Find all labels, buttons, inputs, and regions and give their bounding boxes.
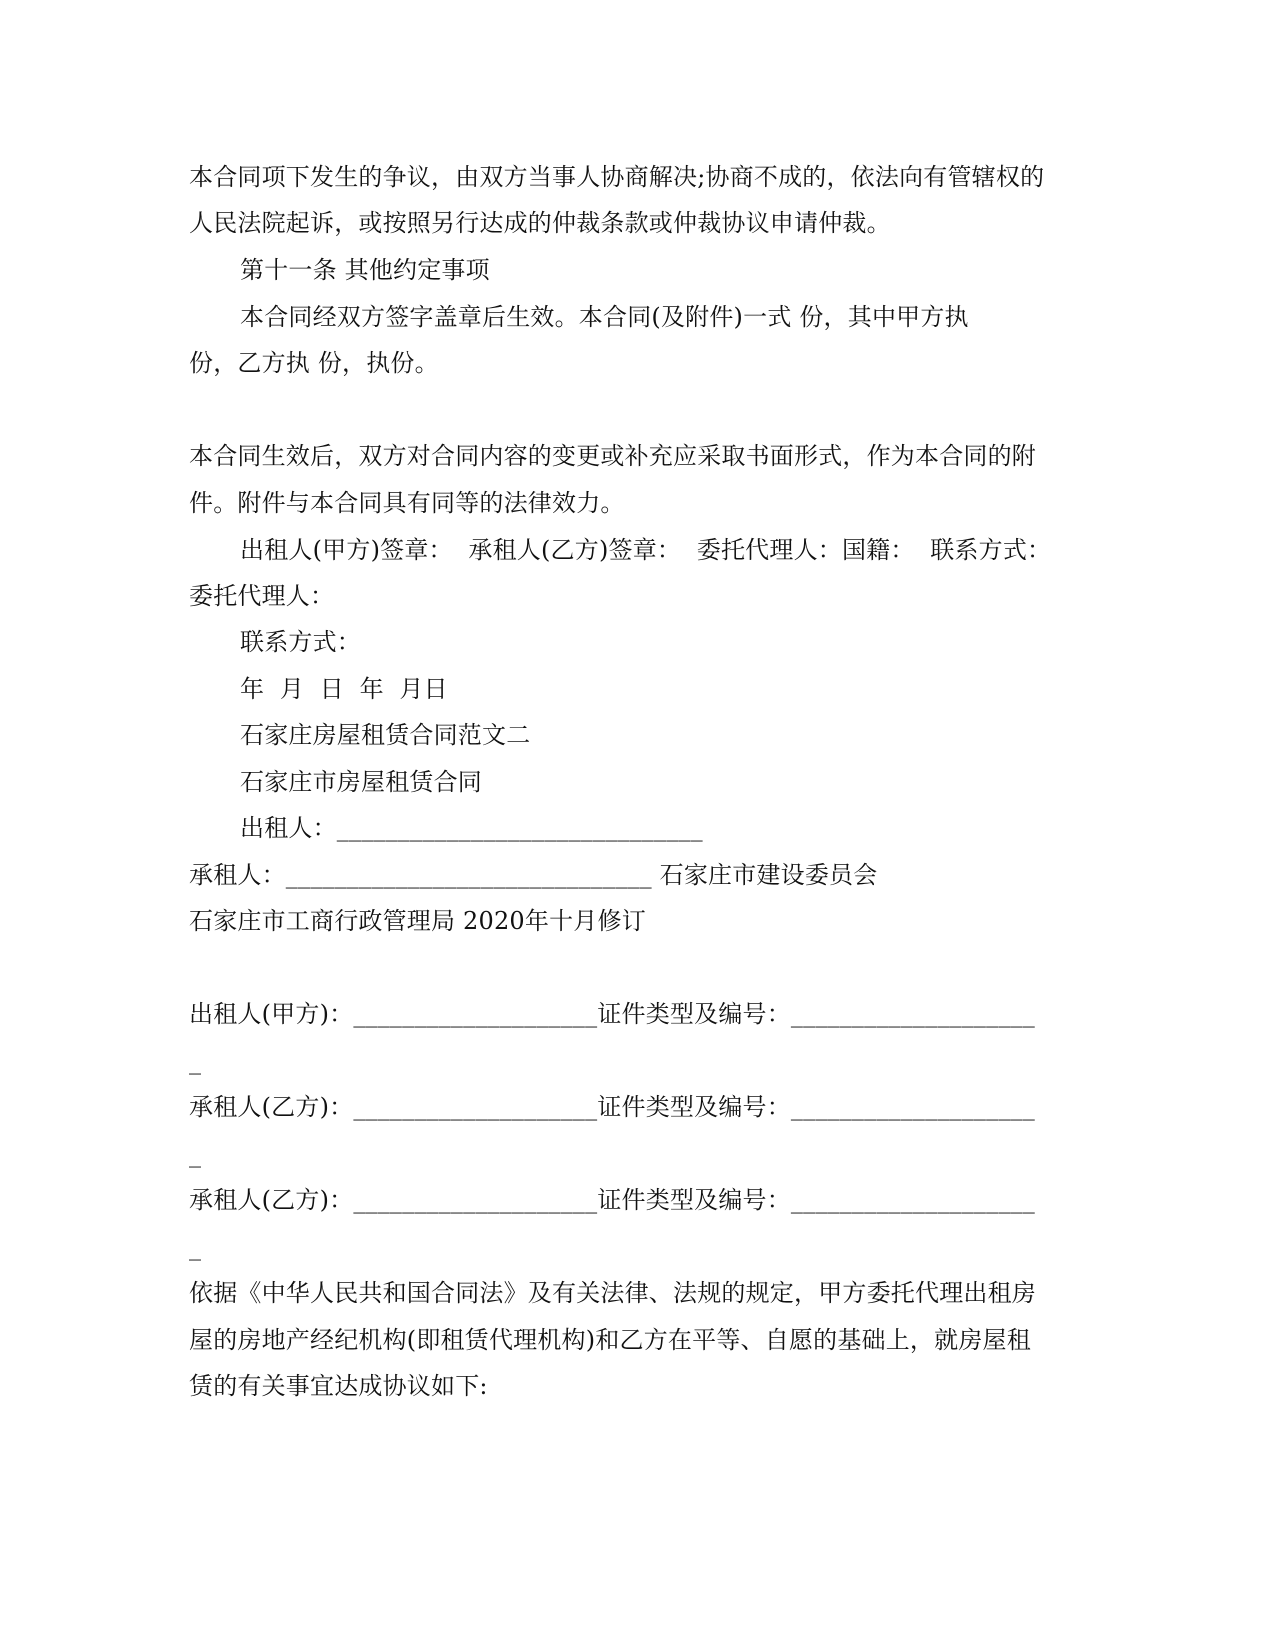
text-line: 人民法院起诉，或按照另行达成的仲裁条款或仲裁协议申请仲裁。 <box>189 209 891 237</box>
section-heading: 第十一条 其他约定事项 <box>240 256 490 284</box>
text-line: 联系方式： <box>240 628 361 656</box>
text-line: 本合同项下发生的争议，由双方当事人协商解决;协商不成的，依法向有管辖权的 <box>189 163 1045 191</box>
underline-continuation: _ <box>189 1140 202 1168</box>
party-b-field: 承租人(乙方)：____________________证件类型及编号：____________________ <box>189 1093 1035 1121</box>
text-line: 本合同经双方签字盖章后生效。本合同(及附件)一式 份，其中甲方执 <box>240 303 969 331</box>
date-line: 年 月 日 年 月日 <box>240 675 448 703</box>
underline-continuation: _ <box>189 1047 202 1075</box>
issuer-line: 石家庄市工商行政管理局 2020年十月修订 <box>189 907 646 935</box>
signature-line: 出租人(甲方)签章： 承租人(乙方)签章： 委托代理人：国籍： 联系方式： <box>240 536 1052 564</box>
text-line: 屋的房地产经纪机构(即租赁代理机构)和乙方在平等、自愿的基础上，就房屋租 <box>189 1326 1031 1354</box>
text-line: 本合同生效后，双方对合同内容的变更或补充应采取书面形式，作为本合同的附 <box>189 442 1036 470</box>
underline-continuation: _ <box>189 1233 202 1261</box>
contract-title: 石家庄市房屋租赁合同 <box>240 768 482 796</box>
text-line: 件。附件与本合同具有同等的法律效力。 <box>189 489 625 517</box>
party-b-field: 承租人(乙方)：____________________证件类型及编号：____________________ <box>189 1186 1035 1214</box>
party-a-field: 出租人(甲方)：____________________证件类型及编号：____________________ <box>189 1000 1035 1028</box>
text-line: 依据《中华人民共和国合同法》及有关法律、法规的规定，甲方委托代理出租房 <box>189 1279 1036 1307</box>
lessee-field: 承租人：______________________________ 石家庄市建设委员会 <box>189 861 878 889</box>
text-line: 委托代理人： <box>189 582 335 610</box>
lessor-field: 出租人：______________________________ <box>240 814 703 842</box>
text-line: 赁的有关事宜达成协议如下: <box>189 1372 488 1400</box>
document-title: 石家庄房屋租赁合同范文二 <box>240 721 531 749</box>
text-line: 份，乙方执 份，执份。 <box>189 349 439 377</box>
